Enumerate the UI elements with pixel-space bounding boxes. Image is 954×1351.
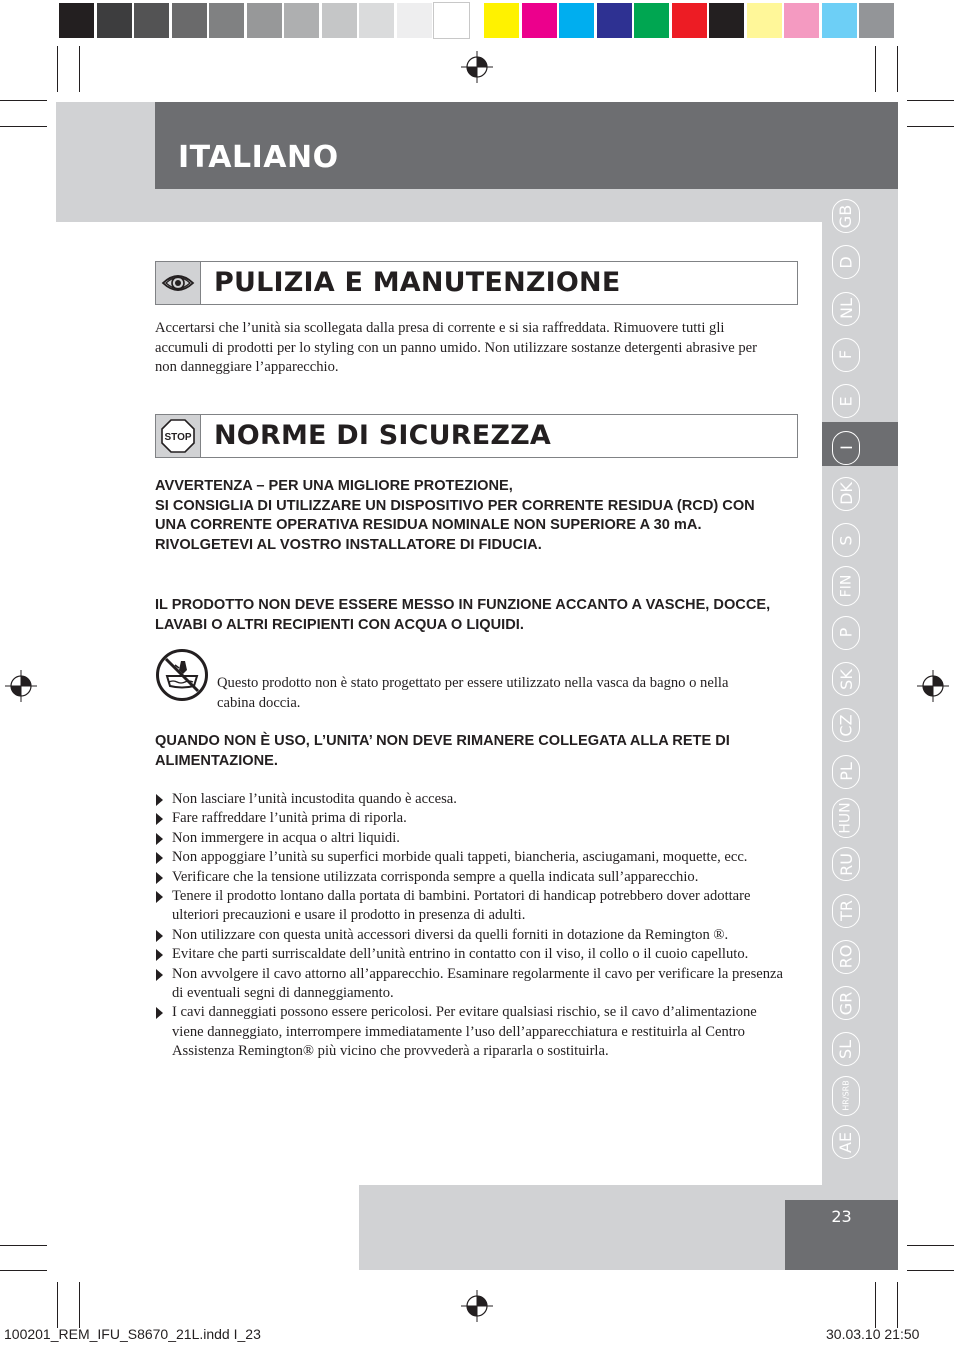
safety-bullet-list <box>155 790 785 1062</box>
language-tab-e[interactable] <box>832 384 860 418</box>
bath-text: Questo prodotto non è stato progettato per essere utilizzato nella vasca da bagno o nella cabina doccia. <box>217 675 729 711</box>
gray-swatch <box>172 3 207 38</box>
stop-sign-label: STOP <box>164 432 192 443</box>
warning-water: IL PRODOTTO NON DEVE ESSERE MESSO IN FUNZIONE ACCANTO A VASCHE, DOCCE, LAVABI O ALTRI RECIPIENTI CON ACQUA O LIQUIDI. <box>155 597 771 633</box>
safety-bullet-item <box>155 1003 785 1061</box>
safety-bullet-item <box>155 829 785 848</box>
language-tab-label: E <box>836 396 856 407</box>
safety-bullet-text: Non immergere in acqua o altri liquidi. <box>172 829 400 846</box>
language-tab-sk[interactable] <box>832 662 860 696</box>
bullet-arrow-icon <box>156 969 163 981</box>
safety-bullet-item <box>155 887 785 926</box>
bullet-arrow-icon <box>156 949 163 961</box>
gray-swatch <box>397 3 432 38</box>
language-tab-label: GR <box>836 991 856 1015</box>
gray-swatch <box>134 3 169 38</box>
color-swatch <box>672 3 707 38</box>
safety-bullet-text: Fare raffreddare l’unità prima di riporla. <box>172 810 407 827</box>
stop-sign-icon <box>156 415 201 457</box>
bullet-arrow-icon <box>156 891 163 903</box>
safety-bullet-item <box>155 809 785 828</box>
language-tab-label: SK <box>836 668 856 690</box>
language-tab-label: HUN <box>838 802 854 834</box>
gray-swatch <box>359 3 394 38</box>
language-tab-label: D <box>836 256 856 269</box>
safety-section-header <box>155 414 798 458</box>
gray-swatch <box>322 3 357 38</box>
language-tab-label: AE <box>836 1131 856 1153</box>
safety-bullet-text: Non utilizzare con questa unità accessori diversi da quelli forniti in dotazione da Remington ®. <box>172 926 729 943</box>
language-tab-ro[interactable] <box>832 940 860 974</box>
language-tab-label: CZ <box>836 714 856 737</box>
page-title: ITALIANO <box>178 140 339 175</box>
bullet-arrow-icon <box>156 872 163 884</box>
footer-file-name: 100201_REM_IFU_S8670_21L.indd I_23 <box>4 1326 261 1342</box>
bullet-arrow-icon <box>156 1007 163 1019</box>
language-tab-label: SL <box>836 1039 856 1059</box>
language-tab-label: GB <box>836 204 856 228</box>
safety-bullet-item <box>155 848 785 867</box>
language-tab-tr[interactable] <box>832 894 860 928</box>
page-number: 23 <box>831 1207 852 1226</box>
language-tab-gb[interactable] <box>832 199 860 233</box>
color-swatch <box>747 3 782 38</box>
warning-rcd-line1: AVVERTENZA – PER UNA MIGLIORE PROTEZIONE, <box>155 478 513 494</box>
language-tab-hun[interactable] <box>832 798 860 838</box>
language-tab-gr[interactable] <box>832 986 860 1020</box>
footer-date: 30.03.10 21:50 <box>826 1326 920 1342</box>
gray-swatch <box>434 3 469 38</box>
safety-bullet-text: Non appoggiare l’unità su superfici morbide quali tappeti, biancheria, asciugamani, moquette, ecc. <box>172 849 748 866</box>
safety-bullet-text: Verificare che la tensione utilizzata corrisponda sempre a quella indicata sull’apparecchio. <box>172 868 699 885</box>
language-tab-label: DK <box>836 482 856 506</box>
bullet-arrow-icon <box>156 852 163 864</box>
safety-bullet-item <box>155 965 785 1004</box>
safety-bullet-item <box>155 868 785 887</box>
language-tab-s[interactable] <box>832 523 860 557</box>
eye-icon <box>156 262 201 304</box>
no-bath-icon <box>155 648 209 702</box>
safety-bullet-item <box>155 926 785 945</box>
registration-mark-right-icon <box>917 670 949 702</box>
language-tab-label: NL <box>836 298 856 320</box>
safety-bullet-text: Non lasciare l’unità incustodita quando è accesa. <box>172 791 457 807</box>
registration-mark-left-icon <box>5 670 37 702</box>
language-tab-dk[interactable] <box>832 477 860 511</box>
color-swatch <box>634 3 669 38</box>
color-swatch <box>784 3 819 38</box>
safety-bullet-text: Evitare che parti surriscaldate dell’unità entrino in contatto con il viso, il collo o il cuoio capelluto. <box>172 946 749 963</box>
safety-bullet-text: Non avvolgere il cavo attorno all’apparecchio. Esaminare regolarmente il cavo per verificare la presenza di eventuali segni di danneggiamento. <box>172 965 784 1002</box>
color-swatch <box>522 3 557 38</box>
cleaning-heading: PULIZIA E MANUTENZIONE <box>214 267 621 298</box>
language-tab-hr-srb[interactable] <box>832 1076 860 1116</box>
gray-swatch <box>247 3 282 38</box>
gray-swatch <box>284 3 319 38</box>
language-tab-p[interactable] <box>832 616 860 650</box>
color-swatch <box>597 3 632 38</box>
language-tab-label: TR <box>836 900 856 921</box>
gray-swatch <box>209 3 244 38</box>
color-swatch <box>822 3 857 38</box>
bullet-arrow-icon <box>156 794 163 806</box>
safety-heading: NORME DI SICUREZZA <box>214 420 552 451</box>
warning-unplug: QUANDO NON È USO, L’UNITA’ NON DEVE RIMANERE COLLEGATA ALLA RETE DI ALIMENTAZIONE. <box>155 733 730 769</box>
language-tab-label: I <box>836 445 856 450</box>
cleaning-section-header <box>155 261 798 305</box>
language-tab-ru[interactable] <box>832 847 860 881</box>
registration-mark-top-icon <box>461 51 493 83</box>
language-tab-label: RO <box>836 944 856 969</box>
language-tab-label: HR/SRB <box>841 1080 851 1111</box>
language-tab-d[interactable] <box>832 245 860 279</box>
bullet-arrow-icon <box>156 833 163 845</box>
language-tab-nl[interactable] <box>832 292 860 326</box>
language-tab-fin[interactable] <box>832 566 860 606</box>
safety-bullet-text: I cavi danneggiati possono essere pericolosi. Per evitare qualsiasi rischio, se il cavo d’alimentazione viene danneggiato, interrompere immediatamente l’uso dell’apparecchiatura e restituirla al Centro Assistenza Remington® più vicino che provvederà a ripararla o sostituirla. <box>172 1004 757 1060</box>
language-tab-sl[interactable] <box>832 1032 860 1066</box>
color-swatch <box>859 3 894 38</box>
language-tab-cz[interactable] <box>832 708 860 742</box>
language-tab-f[interactable] <box>832 338 860 372</box>
language-tab-label: RU <box>836 852 856 876</box>
language-tab-label: F <box>836 350 856 360</box>
gray-swatch <box>59 3 94 38</box>
warning-rcd <box>155 477 785 555</box>
safety-bullet-item <box>155 945 785 964</box>
language-tab-label: P <box>836 627 856 638</box>
gray-swatch <box>97 3 132 38</box>
language-tab-ae[interactable] <box>832 1125 860 1159</box>
registration-mark-bottom-icon <box>461 1290 493 1322</box>
safety-bullet-text: Tenere il prodotto lontano dalla portata di bambini. Portatori di handicap potrebbero dover adottare ulteriori precauzioni e usare il prodotto in presenza di adulti. <box>172 888 751 924</box>
cleaning-text: Accertarsi che l’unità sia scollegata dalla presa di corrente e si sia raffreddata. Rimuovere tutti gli accumuli di prodotti per lo styling con un panno umido. Non utilizzare sostanze detergenti abrasive per non danneggiare l’apparecchio. <box>155 320 757 375</box>
language-tab-pl[interactable] <box>832 755 860 789</box>
safety-bullet-item <box>155 790 785 809</box>
color-swatch <box>559 3 594 38</box>
language-tab-label: PL <box>836 762 856 781</box>
language-tab-label: S <box>836 535 856 546</box>
bullet-arrow-icon <box>156 930 163 942</box>
language-tab-label: FIN <box>838 575 854 598</box>
warning-rcd-rest: SI CONSIGLIA DI UTILIZZARE UN DISPOSITIVO PER CORRENTE RESIDUA (RCD) CON UNA CORRENTE OPERATIVA RESIDUA NOMINALE NON SUPERIORE A 30 mA. RIVOLGETEVI AL VOSTRO INSTALLATORE DI FIDUCIA. <box>155 497 755 553</box>
color-swatch <box>709 3 744 38</box>
color-swatch <box>484 3 519 38</box>
bullet-arrow-icon <box>156 813 163 825</box>
language-tab-i[interactable] <box>832 431 860 465</box>
